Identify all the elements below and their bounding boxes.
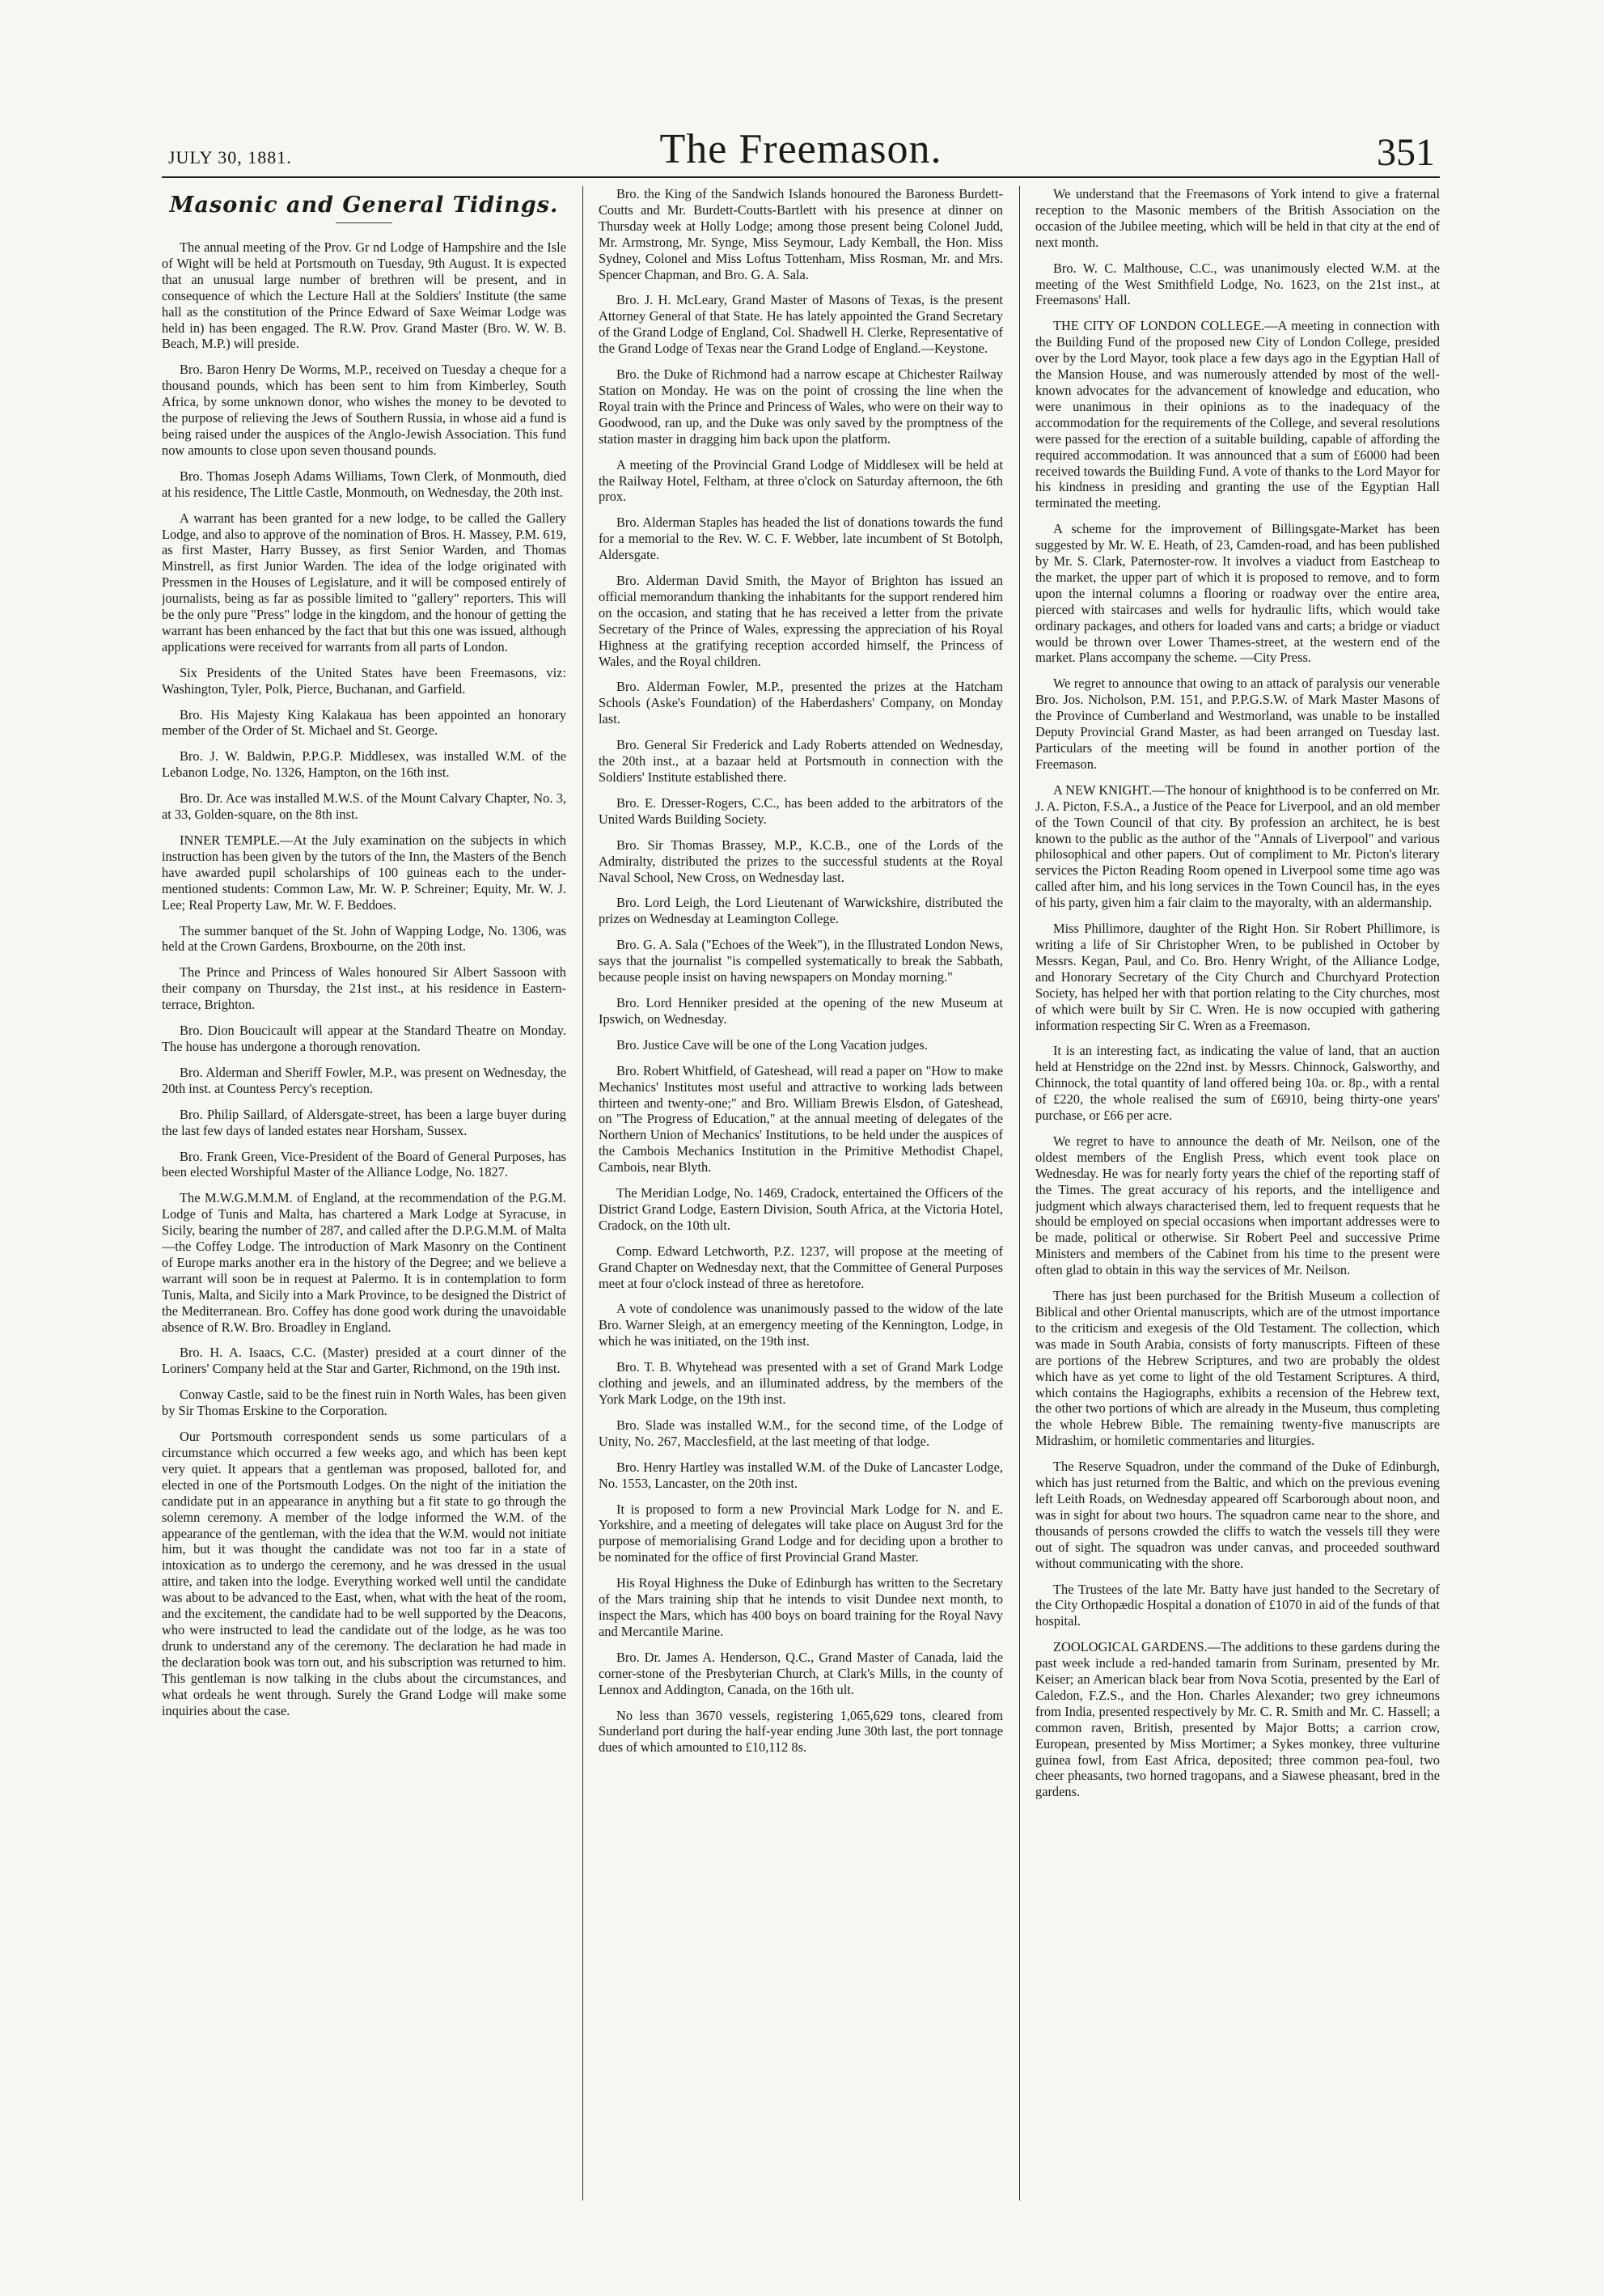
news-item: Bro. W. C. Malthouse, C.C., was unanimously elected W.M. at the meeting of the West Smithfield Lodge, No. 1623, on the 21st inst., at Freemasons' Hall.: [1035, 260, 1440, 308]
news-item: The Meridian Lodge, No. 1469, Cradock, entertained the Officers of the District Grand Lodge, Eastern Division, South Africa, at the Victoria Hotel, Cradock, on the 10th ult.: [599, 1185, 1003, 1233]
column-2: [599, 186, 1003, 2209]
news-item: Bro. His Majesty King Kalakaua has been appointed an honorary member of the Order of St. Michael and St. George.: [162, 706, 566, 739]
news-item: Bro. Justice Cave will be one of the Long Vacation judges.: [616, 1036, 928, 1053]
news-item: The summer banquet of the St. John of Wapping Lodge, No. 1306, was held at the Crown Gardens, Broxbourne, on the 20th inst.: [162, 922, 566, 955]
news-item: Bro. Philip Saillard, of Aldersgate-street, has been a large buyer during the last few days of landed estates near Horsham, Sussex.: [162, 1106, 566, 1138]
section-title: Masonic and General Tidings.: [169, 193, 559, 218]
news-item: A vote of condolence was unanimously passed to the widow of the late Bro. Warner Sleigh, at an emergency meeting of the Kennington, Lodge, in which he was initiated, on the 19th inst.: [599, 1301, 1003, 1349]
news-item: It is an interesting fact, as indicating the value of land, that an auction held at Henstridge on the 22nd inst. by Messrs. Chinnock, Galsworthy, and Chinnock, the total quantity of land offered being 10a. or. 8p., with a rental of £220, the whole realised the sum of £6910, being thirty-one years' purchase, or £66 per acre.: [1035, 1043, 1440, 1124]
news-item: Bro. the Duke of Richmond had a narrow escape at Chichester Railway Station on Monday. He was on the point of crossing the line when the Royal train with the Prince and Princess of Wales, who were on their way to Goodwood, ran up, and the Duke was only saved by the promptness of the station master in dragging him back upon the platform.: [599, 366, 1003, 447]
news-item: Bro. General Sir Frederick and Lady Roberts attended on Wednesday, the 20th inst., at a bazaar held at Portsmouth in connection with the Soldiers' Institute established there.: [599, 737, 1003, 785]
news-item: Bro. T. B. Whytehead was presented with a set of Grand Mark Lodge clothing and jewels, and an illuminated address, by the members of the York Mark Lodge, on the 19th inst.: [599, 1359, 1003, 1407]
news-item: Bro. G. A. Sala ("Echoes of the Week"), in the Illustrated London News, says that the journalist "is compelled systematically to break the Sabbath, because people insist on having newspapers on Monday morning.": [599, 937, 1003, 985]
news-item: Bro. the King of the Sandwich Islands honoured the Baroness Burdett-Coutts and Mr. Burdett-Coutts-Bartlett with his presence at dinner on Thursday week at Holly Lodge; among those present being Colonel Judd, Mr. Armstrong, Mr. Synge, Miss Seymour, Lady Kemball, the Hon. Miss Sydney, Colonel and Miss Loftus Tottenham, Miss Rosman, Mr. and Mrs. Spencer Chapman, and Bro. G. A. Sala.: [599, 186, 1003, 282]
news-item: Bro. Slade was installed W.M., for the second time, of the Lodge of Unity, No. 267, Macclesfield, at the last meeting of that lodge.: [599, 1417, 1003, 1449]
news-item: A warrant has been granted for a new lodge, to be called the Gallery Lodge, and also to approve of the nomination of Bros. H. Massey, P.M. 619, as first Master, Harry Bussey, as first Senior Warden, and Thomas Minstrell, as first Junior Warden. The idea of the lodge originated with Pressmen in the Houses of Legislature, and it will be composed entirely of journalists, being as far as possible limited to "gallery" reporters. This will be the only pure "Press" lodge in the kingdom, and the honour of getting the warrant has been enhanced by the fact that but this one was issued, although applications were received for warrants from all parts of London.: [162, 510, 566, 654]
news-item: Bro. Lord Henniker presided at the opening of the new Museum at Ipswich, on Wednesday.: [599, 994, 1003, 1027]
column-3: [1035, 186, 1440, 2209]
news-item: Bro. Dr. Ace was installed M.W.S. of the Mount Calvary Chapter, No. 3, at 33, Golden-square, on the 8th inst.: [162, 790, 566, 823]
news-item: It is proposed to form a new Provincial Mark Lodge for N. and E. Yorkshire, and a meeting of delegates will take place on August 3rd for the purpose of memorialising Grand Lodge and for deciding upon a brother to be nominated for the office of first Provincial Grand Master.: [599, 1501, 1003, 1565]
news-item: The Trustees of the late Mr. Batty have just handed to the Secretary of the City Orthopædic Hospital a donation of £1070 in aid of the funds of that hospital.: [1035, 1581, 1440, 1629]
news-item: Bro. Dion Boucicault will appear at the Standard Theatre on Monday. The house has undergone a thorough renovation.: [162, 1023, 566, 1054]
section-title-rule: [336, 222, 392, 223]
news-item: We regret to have to announce the death of Mr. Neilson, one of the oldest members of the English Press, which event took place on Wednesday. He was for nearly forty years the chief of the reporting staff of the Times. The great accuracy of his reports, and the intelligence and judgment which always characterised them, led to frequent requests that he should be employed on special occasions when important addresses were to be made, political or otherwise. Sir Robert Peel and successive Prime Ministers and members of the Cabinet from his time to the present were often glad to obtain in this way the services of Mr. Neilson.: [1035, 1133, 1440, 1278]
masthead: [162, 121, 1440, 178]
news-item: A meeting of the Provincial Grand Lodge of Middlesex will be held at the Railway Hotel, Feltham, at three o'clock on Saturday afternoon, the 6th prox.: [599, 456, 1003, 505]
news-item: The M.W.G.M.M.M. of England, at the recommendation of the P.G.M. Lodge of Tunis and Malta, has chartered a Mark Lodge at Syracuse, in Sicily, bearing the number of 287, and called after the D.P.G.M.M. of Malta —the Coffey Lodge. The introduction of Mark Masonry on the Continent of Europe marks another era in the history of the Degree; and we believe a warrant will soon be in request at Palermo. It is in contemplation to form Tunis, Malta, and Sicily into a Mark Province, to be designed the District of the Mediterranean. Bro. Coffey has done good work during the unavoidable absence of R.W. Bro. Broadley in England.: [162, 1190, 566, 1335]
news-item: Conway Castle, said to be the finest ruin in North Wales, has been given by Sir Thomas Erskine to the Corporation.: [162, 1387, 566, 1419]
news-item: Bro. Baron Henry De Worms, M.P., received on Tuesday a cheque for a thousand pounds, which has been sent to him from Kimberley, South Africa, by some unknown donor, who wishes the money to be devoted to the purpose of relieving the Jews of Southern Russia, in whose aid a fund is being raised under the auspices of the Anglo-Jewish Association. This fund now amounts to close upon seven thousand pounds.: [162, 362, 566, 458]
news-item: THE CITY OF LONDON COLLEGE.—A meeting in connection with the Building Fund of the proposed new City of London College, presided over by the Lord Mayor, took place a few days ago in the Egyptian Hall of the Mansion House, and was numerously attended by most of the well-known advocates for the advancement of knowledge and education, who were unanimous in their opinions as to the inadequacy of the accommodation for the requirements of the College, and several resolutions were passed for the erection of a suitable building, capable of affording the required accommodation. It was announced that a sum of £6000 had been received towards the Building Fund. A vote of thanks to the Lord Mayor for his kindness in presiding and granting the use of the Egyptian Hall terminated the meeting.: [1035, 318, 1440, 511]
news-item: We understand that the Freemasons of York intend to give a fraternal reception to the Masonic members of the British Association on the occasion of the Jubilee meeting, which will be held in that city at the end of next month.: [1035, 186, 1440, 250]
news-item: We regret to announce that owing to an attack of paralysis our venerable Bro. Jos. Nicholson, P.M. 151, and P.P.G.S.W. of Mark Master Masons of the Province of Cumberland and Westmorland, was unable to be installed Deputy Provincial Grand Master, as had been arranged on Tuesday last. Particulars of the meeting will be found in another portion of the Freemason.: [1035, 676, 1440, 772]
news-item: Bro. Alderman Staples has headed the list of donations towards the fund for a memorial to the Rev. W. C. F. Webber, late incumbent of St Botolph, Aldersgate.: [599, 515, 1003, 563]
news-item: Bro. J. W. Baldwin, P.P.G.P. Middlesex, was installed W.M. of the Lebanon Lodge, No. 1326, Hampton, on the 16th inst.: [162, 748, 566, 781]
news-item: Bro. H. A. Isaacs, C.C. (Master) presided at a court dinner of the Loriners' Company held at the Star and Garter, Richmond, on the 19th inst.: [162, 1345, 566, 1377]
article-columns: [162, 186, 1440, 2209]
newspaper-page: [162, 121, 1440, 2225]
news-item: Bro. Dr. James A. Henderson, Q.C., Grand Master of Canada, laid the corner-stone of the Presbyterian Church, at Clark's Mills, in the county of Lennox and Addington, Canada, on the 16th ult.: [599, 1649, 1003, 1697]
news-item: ZOOLOGICAL GARDENS.—The additions to these gardens during the past week include a red-handed tamarin from Surinam, presented by Mr. Keiser; an American black bear from Nova Scotia, presented by the Earl of Caledon, F.Z.S., and the Hon. Charles Alexander; two grey ichneumons from India, presented respectively by Mr. C. R. Smith and Mr. C. Hassell; a common raven, British, presented by Major Botts; a carrion crow, European, presented by Miss Mortimer; a Sykes monkey, three vulturine guinea fowl, from East Africa, deposited; three common pea-foul, two cheer pheasants, two horned tragopans, and a Siawese pheasant, bred in the gardens.: [1035, 1639, 1440, 1800]
news-item: Bro. Lord Leigh, the Lord Lieutenant of Warwickshire, distributed the prizes on Wednesday at Leamington College.: [599, 895, 1003, 927]
column-divider: [582, 186, 583, 2201]
news-item: Bro. Sir Thomas Brassey, M.P., K.C.B., one of the Lords of the Admiralty, distributed the prizes to the successful students at the Royal Naval School, New Cross, on Wednesday last.: [599, 837, 1003, 885]
news-item: A NEW KNIGHT.—The honour of knighthood is to be conferred on Mr. J. A. Picton, F.S.A., a Justice of the Peace for Liverpool, and an old member of the Town Council of that city. By profession an architect, he is best known to the public as the author of the "Annals of Liverpool" and various philosophical and other papers. Out of compliment to Mr. Picton's literary services the Picton Reading Room opened in Liverpool some time ago was called after him, and his long services in the Town Council has, in the eyes of his party, given him a fair claim to the mayoralty, with an aldermanship.: [1035, 782, 1440, 911]
column-divider: [1019, 186, 1020, 2201]
news-item: INNER TEMPLE.—At the July examination on the subjects in which instruction has been given by the tutors of the Inn, the Masters of the Bench have awarded pupil scholarships of 100 guineas each to the under-mentioned students: Common Law, Mr. W. P. Schreiner; Equity, Mr. W. J. Lee; Real Property Law, Mr. W. F. Beddoes.: [162, 832, 566, 913]
news-item: The annual meeting of the Prov. Gr nd Lodge of Hampshire and the Isle of Wight will be held at Portsmouth on Tuesday, 9th August. It is expected that an unusual large number of brethren will be present, and in consequence of which the Lecture Hall at the Soldiers' Institute (the same hall as the constitution of the Prince Edward of Saxe Weimar Lodge was held in) has been engaged. The R.W. Prov. Grand Master (Bro. W. W. B. Beach, M.P.) will preside.: [162, 239, 566, 352]
news-item: Six Presidents of the United States have been Freemasons, viz: Washington, Tyler, Polk, Pierce, Buchanan, and Garfield.: [162, 664, 566, 697]
news-item: His Royal Highness the Duke of Edinburgh has written to the Secretary of the Mars training ship that he intends to visit Dundee next month, to inspect the Mars, which has 400 boys on board training for the Royal Navy and Mercantile Marine.: [599, 1575, 1003, 1639]
news-item: Bro. Alderman and Sheriff Fowler, M.P., was present on Wednesday, the 20th inst. at Countess Percy's reception.: [162, 1064, 566, 1096]
news-item: Bro. Thomas Joseph Adams Williams, Town Clerk, of Monmouth, died at his residence, The Little Castle, Monmouth, on Wednesday, the 20th inst.: [162, 468, 566, 500]
news-item: A scheme for the improvement of Billingsgate-Market has been suggested by Mr. W. E. Heath, of 23, Camden-road, and has been published by Mr. S. Clark, Paternoster-row. It involves a viaduct from Eastcheap to the market, the upper part of which it is proposed to remove, and to form upon the internal columns a flooring or roadway over the entire area, pierced with staircases and wells for hydraulic lifts, which would take ordinary packages, and others for loaded vans and carts; a bridge or viaduct would be thrown over Lower Thames-street, at the western end of the market. Plans accompany the scheme. —City Press.: [1035, 521, 1440, 666]
news-item: There has just been purchased for the British Museum a collection of Biblical and other Oriental manuscripts, which are of the utmost importance to the criticism and exegesis of the Old Testament. The collection, which was made in South Arabia, consists of forty manuscripts. Fifteen of these are portions of the Hebrew Scriptures, and two are probably the oldest which have as yet come to light of the old Testament Scriptures. A third, which contains the Hagiographs, exhibits a recension of the Hebrew text, the other two portions of which are already in the Museum, thus completing the whole Hebrew Bible. The remaining twenty-five manuscripts are Midrashim, or homiletic commentaries and liturgies.: [1035, 1288, 1440, 1449]
news-item: No less than 3670 vessels, registering 1,065,629 tons, cleared from Sunderland port during the half-year ending June 30th last, the port tonnage dues of which amounted to £10,112 8s.: [599, 1707, 1003, 1756]
column-1: [162, 186, 566, 2209]
newspaper-title: The Freemason.: [659, 126, 942, 172]
news-item: Bro. Alderman David Smith, the Mayor of Brighton has issued an official memorandum thanking the inhabitants for the support rendered him on the occasion, and stating that he has received a letter from the private Secretary of the Prince of Wales, expressing the appreciation of his Royal Highness at the gratifying reception accorded himself, the Princess of Wales, and the Royal children.: [599, 573, 1003, 669]
news-item: Miss Phillimore, daughter of the Right Hon. Sir Robert Phillimore, is writing a life of Sir Christopher Wren, to be published in October by Messrs. Kegan, Paul, and Co. Bro. Henry Wright, of the Alliance Lodge, and Honorary Secretary of the City Church and Churchyard Protection Society, has helped her with that portion relating to the City churches, most of which were built by Sir C. Wren. He is now occupied with gathering information respecting Sir C. Wren as a Freemason.: [1035, 921, 1440, 1033]
news-item: Comp. Edward Letchworth, P.Z. 1237, will propose at the meeting of Grand Chapter on Wednesday next, that the Committee of General Purposes meet at four o'clock instead of three as heretofore.: [599, 1243, 1003, 1291]
news-item: Bro. Frank Green, Vice-President of the Board of General Purposes, has been elected Worshipful Master of the Alliance Lodge, No. 1827.: [162, 1148, 566, 1180]
news-item: Bro. Robert Whitfield, of Gateshead, will read a paper on "How to make Mechanics' Institutes most useful and attractive to working lads between thirteen and twenty-one;" and Bro. William Brewis Elsdon, of Gateshead, on "The Progress of Education," at the annual meeting of delegates of the Northern Union of Mechanics' Institutions, to be held under the auspices of the Cambois Mechanics Institution in the Primitive Methodist Chapel, Cambois, near Blyth.: [599, 1062, 1003, 1176]
news-item: Bro. E. Dresser-Rogers, C.C., has been added to the arbitrators of the United Wards Building Society.: [599, 794, 1003, 827]
news-item: The Prince and Princess of Wales honoured Sir Albert Sassoon with their company on Thursday, the 21st inst., at his residence in Eastern-terrace, Brighton.: [162, 964, 566, 1013]
news-item: Bro. Alderman Fowler, M.P., presented the prizes at the Hatcham Schools (Aske's Foundation) of the Haberdashers' Company, on Monday last.: [599, 679, 1003, 727]
news-item: Bro. Henry Hartley was installed W.M. of the Duke of Lancaster Lodge, No. 1553, Lancaster, on the 20th inst.: [599, 1459, 1003, 1491]
news-item: Our Portsmouth correspondent sends us some particulars of a circumstance which occurred a few weeks ago, and which has been kept very quiet. It appears that a gentleman was proposed, balloted for, and elected in one of the Portsmouth Lodges. On the night of the initiation the candidate put in an appearance in anything but a fit state to go through the solemn ceremony. A member of the lodge informed the W.M. of the appearance of the gentleman, with the idea that the W.M. would not initiate him, but it was thought the candidate was not too far in a state of intoxication as to undergo the ceremony, and he was dressed in the usual attire, and taken into the lodge. Everything worked well until the candidate was about to be advanced to the East, when, what with the heat of the room, and the excitement, the candidate had to be well supported by the Deacons, who were instructed to lead the candidate out of the lodge, as he was too drunk to understand any of the ceremony. The declaration he had made in the declaration book was torn out, and his subscription was returned to him. This gentleman is now talking in the clubs about the circumstances, and what ordeals he went through. Surely the Grand Lodge will make some inquiries about the case.: [162, 1429, 566, 1718]
news-item: Bro. J. H. McLeary, Grand Master of Masons of Texas, is the present Attorney General of that State. He has lately appointed the Grand Secretary of the Grand Lodge of England, Col. Shadwell H. Clerke, Representative of the Grand Lodge of Texas near the Grand Lodge of England.—Keystone.: [599, 292, 1003, 357]
issue-date: JULY 30, 1881.: [168, 147, 292, 167]
news-item: The Reserve Squadron, under the command of the Duke of Edinburgh, which has just returned from the Baltic, and which on the previous evening left Leith Roads, on Wednesday appeared off Scarborough about noon, and was in sight for about two hours. The squadron came near to the shore, and thousands of persons crowded the cliffs to watch the vessels till they were out of sight. The squadron was under canvas, and proceeded southward without communicating with the shore.: [1035, 1459, 1440, 1571]
page-number: 351: [1377, 131, 1435, 174]
